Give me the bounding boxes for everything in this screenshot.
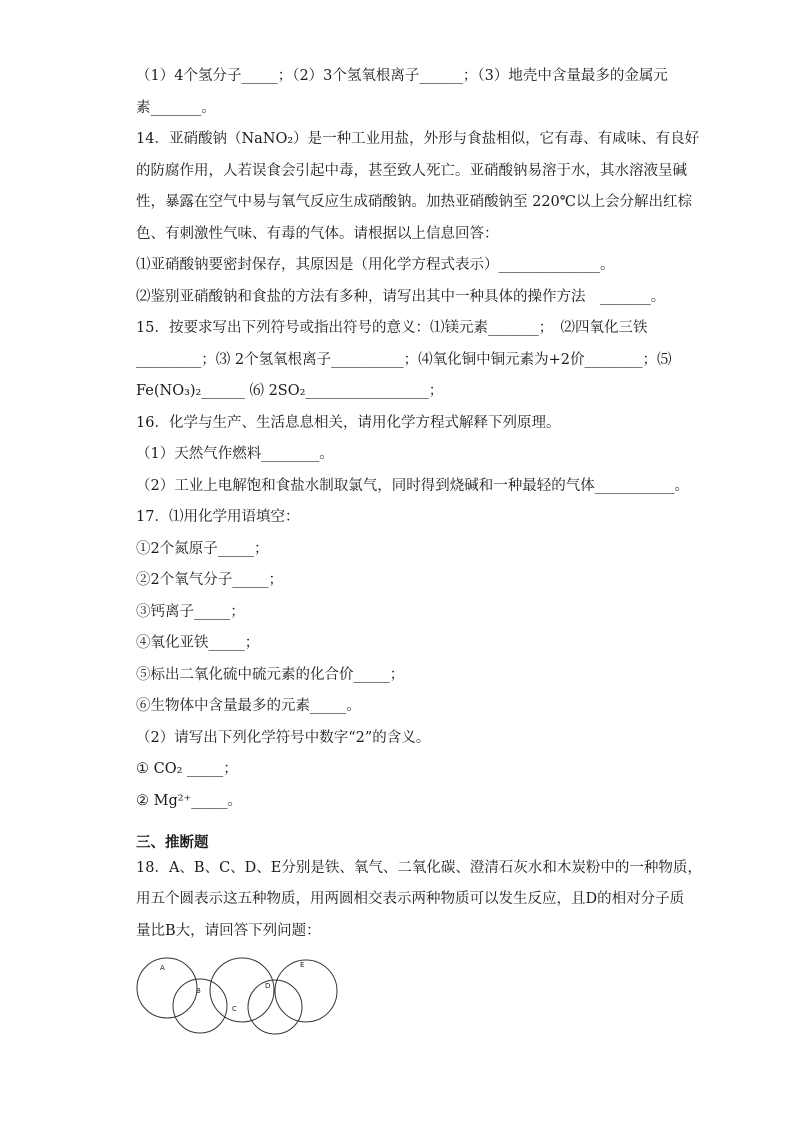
circle-label-b: B	[196, 987, 201, 995]
q15-parts-cont: Fe(NO₃)₂______ ⑹ 2SO₂_________________；	[136, 383, 444, 399]
q17-intro: 17．⑴用化学用语填空：	[136, 509, 300, 525]
q18-intro-3: 量比B大，请回答下列问题：	[136, 923, 321, 939]
q15-parts: _________；⑶ 2个氢氧根离子__________；⑷氧化铜中铜元素为+2价________；⑸	[136, 352, 672, 368]
q17-item-6: ⑥生物体中含量最多的元素_____。	[136, 698, 361, 714]
q13-sub-items-cont: 素_______。	[136, 100, 216, 116]
q15-intro: 15．按要求写出下列符号或指出符号的意义：⑴镁元素_______； ⑵四氧化三铁	[136, 320, 648, 336]
q18-intro: 18．A、B、C、D、E分别是铁、氧气、二氧化碳、澄清石灰水和木炭粉中的一种物质，	[136, 860, 702, 876]
circle-e	[275, 960, 337, 1022]
circle-a	[137, 958, 197, 1018]
q16-part-2: （2）工业上电解饱和食盐水制取氯气，同时得到烧碱和一种最轻的气体___________。	[136, 478, 689, 494]
q13-sub-items: （1）4个氢分子_____；（2）3个氢氧根离子______；（3）地壳中含量最多的金属元	[136, 68, 668, 84]
q17-item-2: ②2个氧气分子_____；	[136, 572, 283, 588]
q16-intro: 16．化学与生产、生活息息相关，请用化学方程式解释下列原理。	[136, 415, 561, 431]
circle-label-e: E	[300, 961, 305, 969]
q17-part-2-item-1: ① CO₂ _____；	[136, 761, 238, 777]
circle-label-a: A	[160, 964, 165, 972]
q14-intro-2: 的防腐作用，人若误食会引起中毒，甚至致人死亡。亚硝酸钠易溶于水，其水溶液呈碱	[136, 163, 687, 179]
section-heading: 三、推断题	[136, 835, 209, 851]
q17-item-4: ④氧化亚铁_____；	[136, 635, 260, 651]
q14-part-2: ⑵鉴别亚硝酸钠和食盐的方法有多种，请写出其中一种具体的操作方法 _______。	[136, 289, 666, 305]
circle-c	[210, 958, 274, 1022]
five-circles-diagram	[132, 950, 342, 1042]
q16-part-1: （1）天然气作燃料________。	[136, 446, 334, 462]
q17-item-3: ③钙离子_____；	[136, 604, 245, 620]
q14-intro-3: 性，暴露在空气中易与氧气反应生成硝酸钠。加热亚硝酸钠至 220℃以上会分解出红棕	[136, 194, 693, 210]
circle-label-c: C	[232, 1005, 237, 1013]
circle-label-d: D	[265, 982, 271, 990]
q17-item-1: ①2个氮原子_____；	[136, 541, 269, 557]
q18-intro-2: 用五个圆表示这五种物质，用两圆相交表示两种物质可以发生反应，且D的相对分子质	[136, 891, 685, 907]
q17-item-5: ⑤标出二氧化硫中硫元素的化合价_____；	[136, 667, 405, 683]
q17-part-2-item-2: ② Mg²⁺_____。	[136, 793, 242, 809]
q17-part-2: （2）请写出下列化学符号中数字“2”的含义。	[136, 730, 431, 746]
q14-intro-4: 色、有刺激性气味、有毒的气体。请根据以上信息回答：	[136, 226, 499, 242]
q14-part-1: ⑴亚硝酸钠要密封保存，其原因是（用化学方程式表示）______________。	[136, 257, 615, 273]
q14-intro: 14．亚硝酸钠（NaNO₂）是一种工业用盐，外形与食盐相似，它有毒、有咸味、有良好	[136, 131, 700, 147]
